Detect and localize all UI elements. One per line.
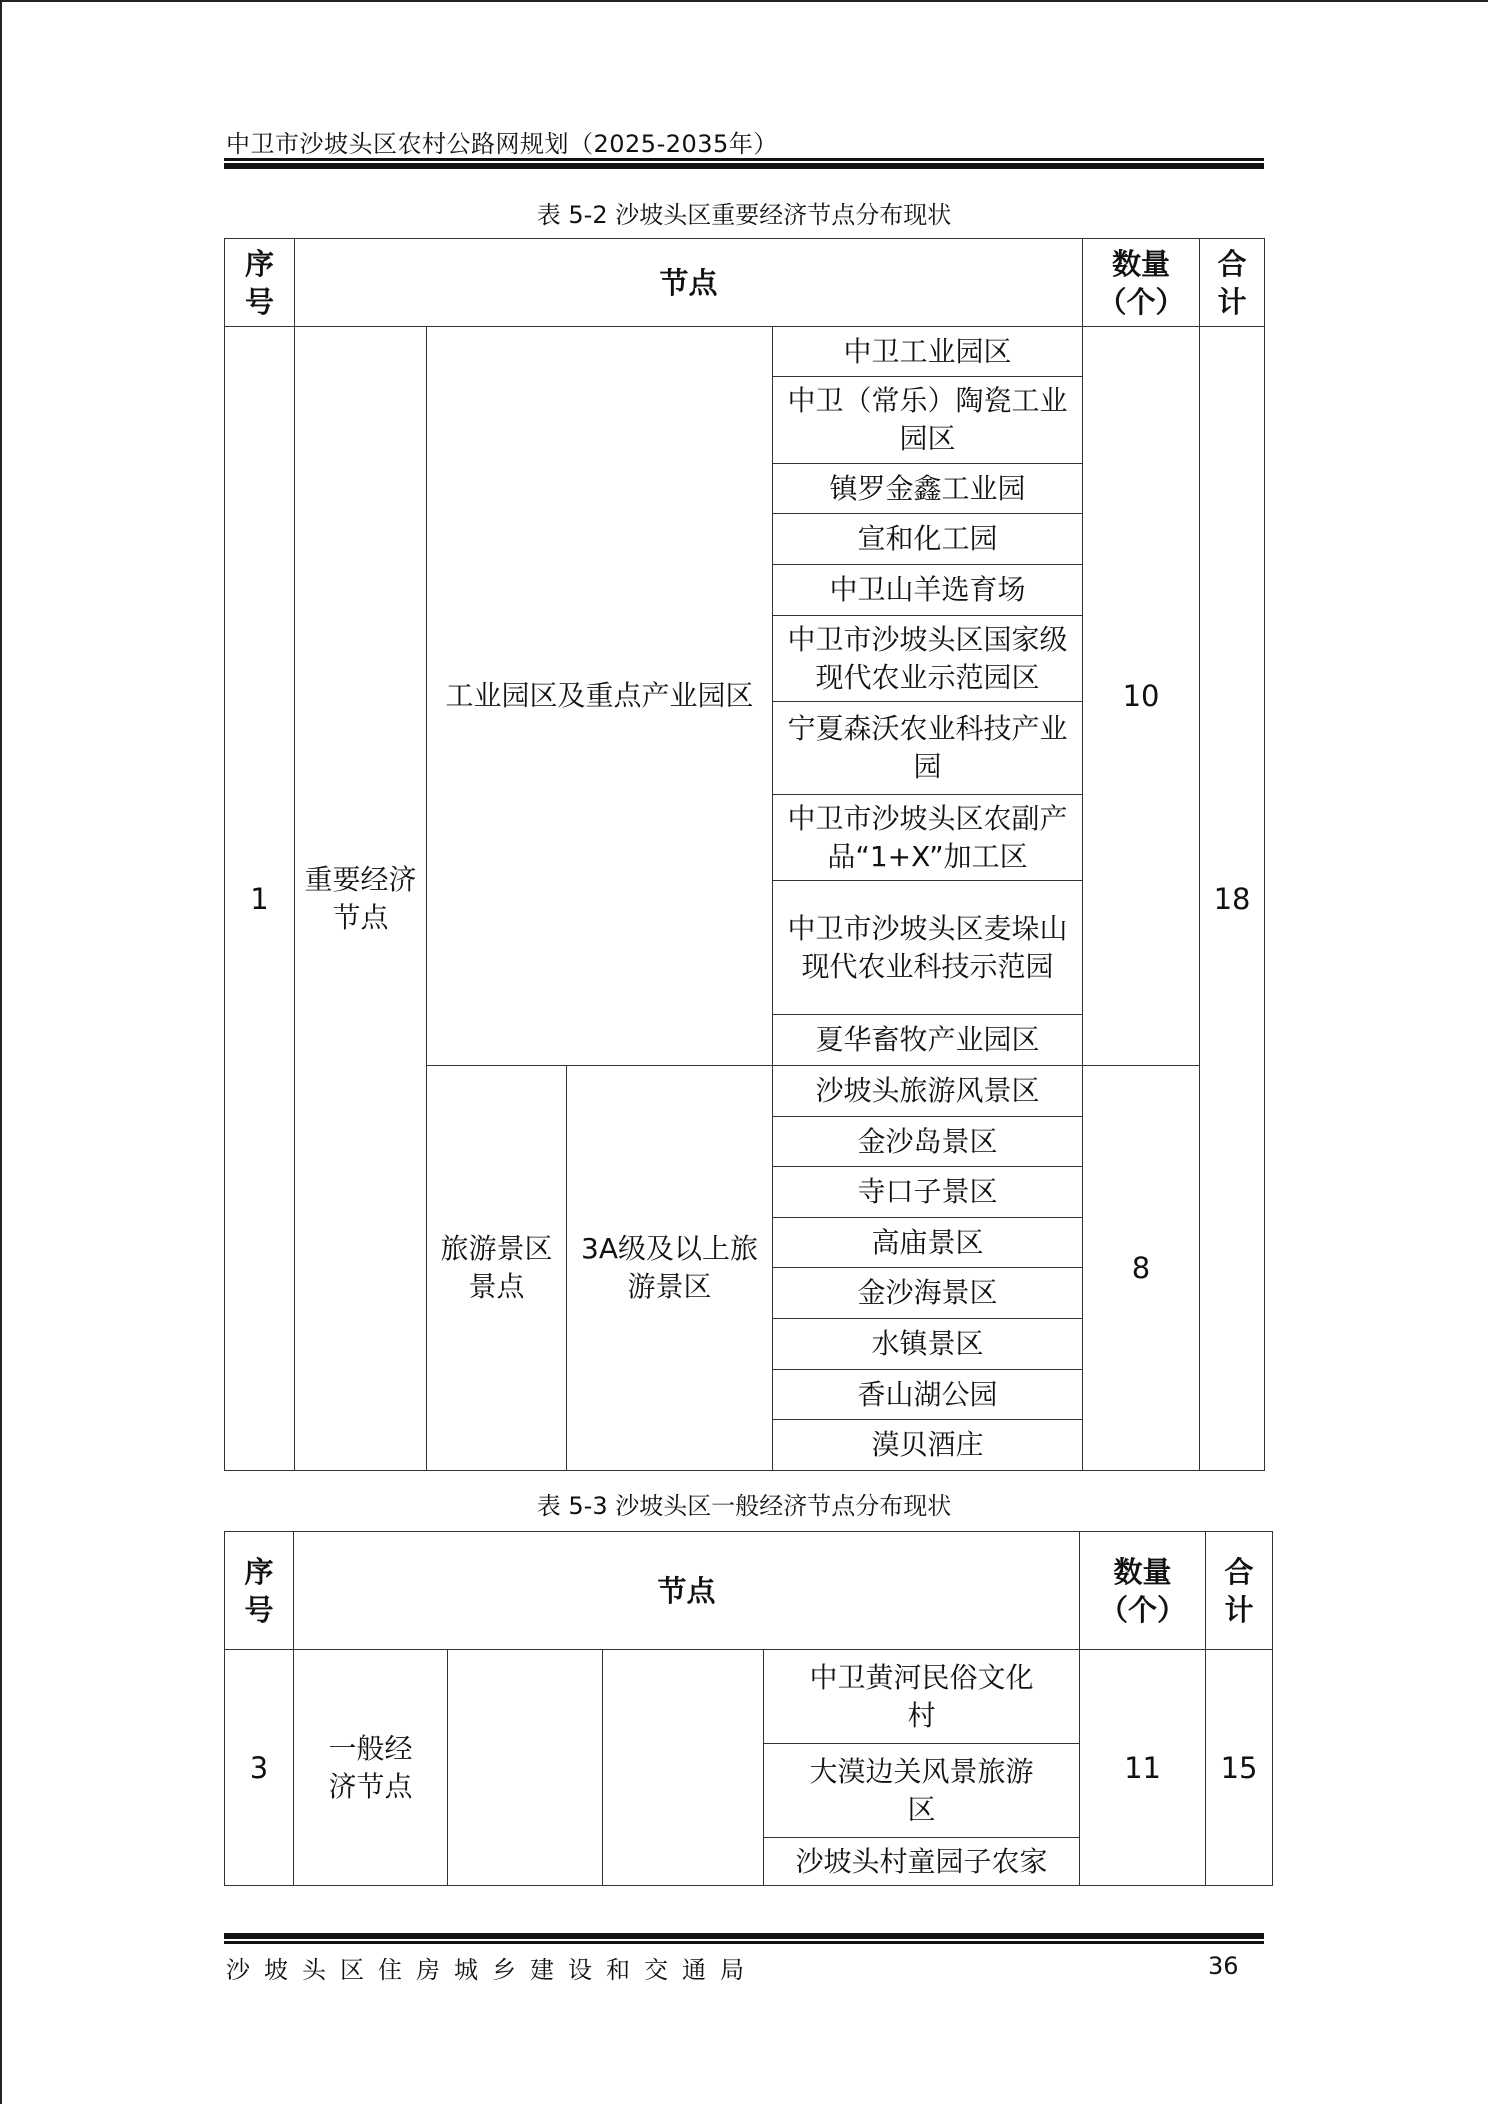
- total-cell: 15: [1206, 1650, 1273, 1886]
- footer-rule-thin: [224, 1941, 1264, 1944]
- table2-caption: 表 5-3 沙坡头区一般经济节点分布现状: [536, 1492, 952, 1520]
- page-number: 36: [1208, 1952, 1239, 1980]
- group-tourism-count: 8: [1083, 1066, 1200, 1471]
- table-important-nodes: [224, 238, 1265, 1471]
- node-item: 寺口子景区: [773, 1167, 1083, 1218]
- header-count: 数量（个）: [1083, 239, 1200, 327]
- header-rule-thin: [224, 158, 1264, 161]
- group-tourism-name: 旅游景区景点: [427, 1066, 567, 1471]
- node-item: 金沙岛景区: [773, 1117, 1083, 1167]
- header-node: 节点: [295, 239, 1083, 327]
- node-item: 沙坡头旅游风景区: [773, 1066, 1083, 1117]
- table-general-nodes: [224, 1531, 1273, 1886]
- empty-cell: [448, 1650, 603, 1886]
- category-cell: 一般经济节点: [294, 1650, 448, 1886]
- group-tourism-subname: 3A级及以上旅游景区: [567, 1066, 773, 1471]
- header-total: 合计: [1206, 1532, 1273, 1650]
- node-item: 水镇景区: [773, 1319, 1083, 1370]
- node-item: 中卫（常乐）陶瓷工业园区: [773, 377, 1083, 464]
- seq-cell: 1: [225, 327, 295, 1471]
- node-item: 中卫山羊选育场: [773, 565, 1083, 616]
- category-cell: 重要经济节点: [295, 327, 427, 1471]
- node-item: 夏华畜牧产业园区: [773, 1015, 1083, 1066]
- document-header-title: 中卫市沙坡头区农村公路网规划（2025-2035年）: [226, 130, 778, 158]
- footer-rule-thick: [224, 1933, 1264, 1939]
- empty-cell: [603, 1650, 764, 1886]
- header-count: 数量（个）: [1080, 1532, 1206, 1650]
- node-item: 沙坡头村童园子农家: [764, 1838, 1080, 1886]
- header-total: 合计: [1200, 239, 1265, 327]
- node-item: 中卫市沙坡头区国家级现代农业示范园区: [773, 616, 1083, 702]
- node-item: 中卫市沙坡头区麦垛山现代农业科技示范园: [773, 881, 1083, 1015]
- header-node: 节点: [294, 1532, 1080, 1650]
- count-cell: 11: [1080, 1650, 1206, 1886]
- node-item: 高庙景区: [773, 1218, 1083, 1268]
- node-item: 香山湖公园: [773, 1370, 1083, 1420]
- node-item: 中卫市沙坡头区农副产品“1+X”加工区: [773, 795, 1083, 881]
- node-item: 金沙海景区: [773, 1268, 1083, 1319]
- node-item: 宁夏森沃农业科技产业园: [773, 702, 1083, 795]
- header-rule-thick: [224, 163, 1264, 169]
- total-cell: 18: [1200, 327, 1265, 1471]
- footer-organization: 沙坡头区住房城乡建设和交通局: [226, 1956, 758, 1984]
- header-seq: 序号: [225, 239, 295, 327]
- node-item: 镇罗金鑫工业园: [773, 464, 1083, 514]
- node-item: 宣和化工园: [773, 514, 1083, 565]
- node-item: 中卫工业园区: [773, 327, 1083, 377]
- table1-caption: 表 5-2 沙坡头区重要经济节点分布现状: [536, 201, 952, 229]
- seq-cell: 3: [225, 1650, 294, 1886]
- group-industrial-name: 工业园区及重点产业园区: [427, 327, 773, 1066]
- group-industrial-count: 10: [1083, 327, 1200, 1066]
- node-item: 中卫黄河民俗文化村: [764, 1650, 1080, 1744]
- node-item: 大漠边关风景旅游区: [764, 1744, 1080, 1838]
- node-item: 漠贝酒庄: [773, 1420, 1083, 1471]
- header-seq: 序号: [225, 1532, 294, 1650]
